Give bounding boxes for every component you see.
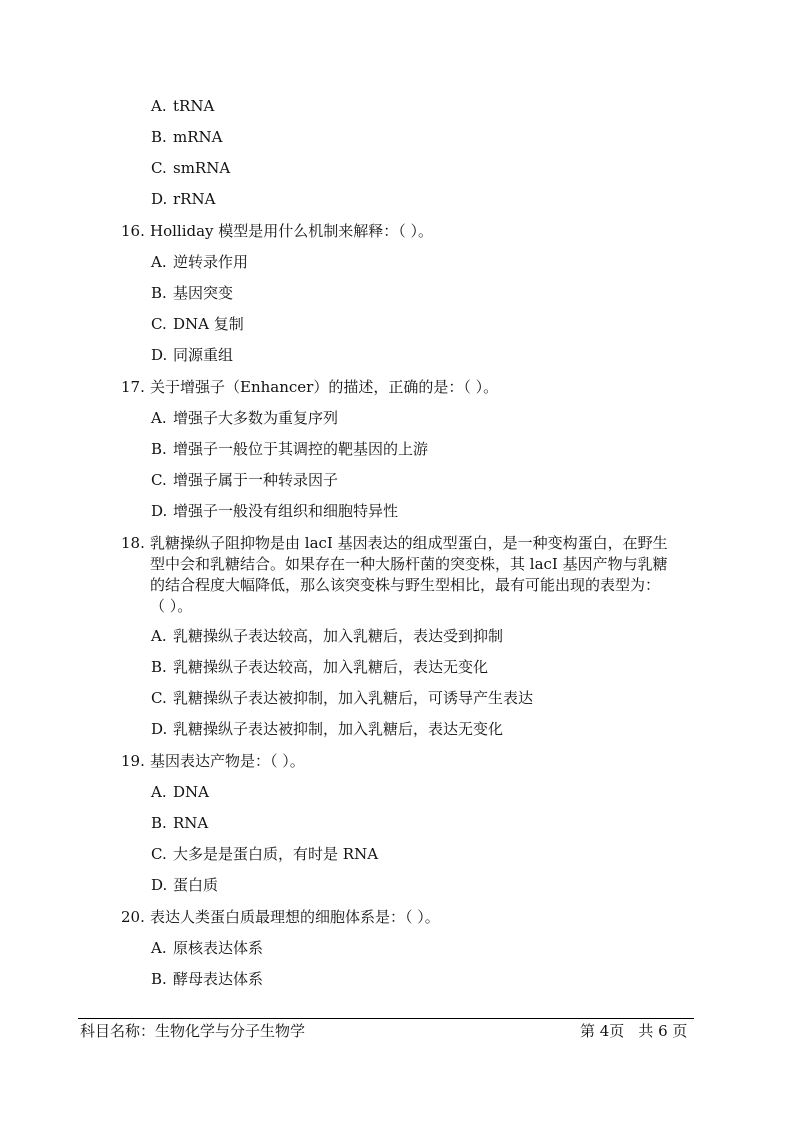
question-17-stem xyxy=(121,377,498,398)
question-19-stem xyxy=(121,751,305,772)
option-text: 增强子属于一种转录因子 xyxy=(173,471,339,489)
option-letter: C. xyxy=(151,845,167,863)
question-number: 17. xyxy=(121,378,145,396)
q20-option-a xyxy=(151,938,263,959)
option-text: 酵母表达体系 xyxy=(173,970,264,988)
q19-option-c xyxy=(151,844,378,865)
option-letter: C. xyxy=(151,315,167,333)
q18-option-d xyxy=(151,719,503,740)
option-letter: B. xyxy=(151,284,167,302)
option-text: tRNA xyxy=(173,97,215,115)
option-text: 原核表达体系 xyxy=(173,939,264,957)
option-text: 同源重组 xyxy=(173,346,234,364)
option-text: rRNA xyxy=(173,190,216,208)
option-letter: D. xyxy=(151,720,168,738)
option-letter: A. xyxy=(151,939,167,957)
q17-option-b xyxy=(151,439,428,460)
option-text: 增强子一般位于其调控的靶基因的上游 xyxy=(173,440,429,458)
option-letter: B. xyxy=(151,440,167,458)
question-16-stem xyxy=(121,221,433,242)
option-letter: B. xyxy=(151,814,167,832)
question-20-stem xyxy=(121,907,440,928)
option-text: 逆转录作用 xyxy=(173,253,249,271)
question-text: Holliday 模型是用什么机制来解释：（ ）。 xyxy=(150,222,434,240)
question-18-stem-line-2 xyxy=(150,554,668,575)
q16-option-b xyxy=(151,283,233,304)
option-text: mRNA xyxy=(173,128,223,146)
q19-option-b xyxy=(151,813,208,834)
question-text: 表达人类蛋白质最理想的细胞体系是：（ ）。 xyxy=(150,908,440,926)
q19-option-a xyxy=(151,782,209,803)
q15-option-a xyxy=(151,96,214,117)
option-letter: A. xyxy=(151,253,167,271)
option-letter: A. xyxy=(151,783,167,801)
q17-option-c xyxy=(151,470,338,491)
question-text: （ ）。 xyxy=(150,597,193,615)
option-letter: B. xyxy=(151,970,167,988)
q20-option-b xyxy=(151,969,263,990)
option-text: DNA 复制 xyxy=(173,315,244,333)
option-letter: A. xyxy=(151,97,167,115)
option-letter: B. xyxy=(151,128,167,146)
option-letter: B. xyxy=(151,658,167,676)
question-text: 的结合程度大幅降低，那么该突变株与野生型相比，最有可能出现的表型为： xyxy=(150,576,661,594)
question-number: 19. xyxy=(121,752,145,770)
footer-subject: 科目名称：生物化学与分子生物学 xyxy=(80,1022,306,1040)
option-letter: C. xyxy=(151,689,167,707)
option-text: RNA xyxy=(173,814,209,832)
question-text: 乳糖操纵子阻抑物是由 lacI 基因表达的组成型蛋白，是一种变构蛋白，在野生 xyxy=(150,534,668,552)
footer-page-info xyxy=(580,1021,687,1042)
question-text: 型中会和乳糖结合。如果存在一种大肠杆菌的突变株，其 lacI 基因产物与乳糖 xyxy=(150,555,668,573)
q18-option-b xyxy=(151,657,488,678)
option-letter: A. xyxy=(151,627,167,645)
q15-option-c xyxy=(151,158,230,179)
option-text: 增强子一般没有组织和细胞特异性 xyxy=(173,502,399,520)
option-text: 增强子大多数为重复序列 xyxy=(173,409,339,427)
question-text: 关于增强子（Enhancer）的描述，正确的是：（ ）。 xyxy=(150,378,499,396)
q18-option-c xyxy=(151,688,533,709)
option-letter: D. xyxy=(151,346,168,364)
option-letter: D. xyxy=(151,502,168,520)
option-text: 蛋白质 xyxy=(173,876,219,894)
question-18-stem-line-1 xyxy=(121,533,668,554)
footer-divider xyxy=(78,1018,694,1019)
option-text: 乳糖操纵子表达较高，加入乳糖后，表达受到抑制 xyxy=(173,627,504,645)
q17-option-a xyxy=(151,408,338,429)
question-text: 基因表达产物是：（ ）。 xyxy=(150,752,305,770)
question-number: 18. xyxy=(121,534,145,552)
option-letter: C. xyxy=(151,471,167,489)
question-18-stem-line-4 xyxy=(150,596,192,617)
question-18-stem-line-3 xyxy=(150,575,660,596)
option-text: smRNA xyxy=(173,159,231,177)
question-number: 16. xyxy=(121,222,145,240)
q15-option-b xyxy=(151,127,222,148)
option-letter: A. xyxy=(151,409,167,427)
option-text: 乳糖操纵子表达被抑制，加入乳糖后，可诱导产生表达 xyxy=(173,689,534,707)
q16-option-a xyxy=(151,252,248,273)
option-letter: C. xyxy=(151,159,167,177)
q16-option-c xyxy=(151,314,244,335)
option-text: DNA xyxy=(173,783,209,801)
option-text: 大多是是蛋白质，有时是 RNA xyxy=(173,845,379,863)
q19-option-d xyxy=(151,875,218,896)
q15-option-d xyxy=(151,189,215,210)
option-text: 乳糖操纵子表达较高，加入乳糖后，表达无变化 xyxy=(173,658,489,676)
q17-option-d xyxy=(151,501,398,522)
q18-option-a xyxy=(151,626,503,647)
option-letter: D. xyxy=(151,190,168,208)
option-text: 基因突变 xyxy=(173,284,234,302)
footer-total-pages: 共 6 页 xyxy=(638,1022,688,1040)
footer-page-number: 第 4页 xyxy=(580,1022,625,1040)
option-letter: D. xyxy=(151,876,168,894)
q16-option-d xyxy=(151,345,233,366)
option-text: 乳糖操纵子表达被抑制，加入乳糖后，表达无变化 xyxy=(173,720,504,738)
question-number: 20. xyxy=(121,908,145,926)
